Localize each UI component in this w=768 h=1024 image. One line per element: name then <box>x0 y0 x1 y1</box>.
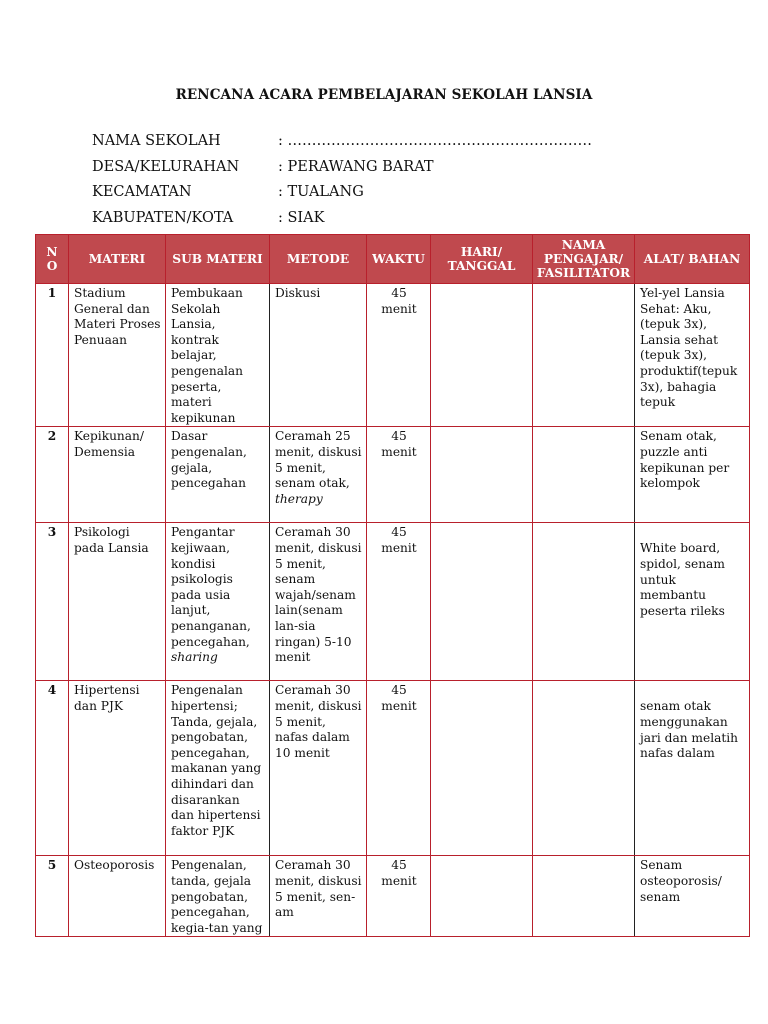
table-row <box>36 427 750 523</box>
info-label: DESA/KELURAHAN <box>92 158 240 175</box>
table-header-row <box>36 235 750 284</box>
info-value: : PERAWANG BARAT <box>278 158 434 175</box>
row-no: 3 <box>36 523 69 681</box>
info-label: NAMA SEKOLAH <box>92 132 221 149</box>
row-alat: White board, spidol, senam untuk membantu peserta rileks <box>635 523 750 681</box>
row-hari <box>431 523 533 681</box>
info-label: KABUPATEN/KOTA <box>92 209 234 226</box>
row-sub-materi: Pembukaan Sekolah Lansia, kontrak belajar, pengenalan peserta, materi kepikunan <box>166 284 270 427</box>
table-row <box>36 523 750 681</box>
info-value: : TUALANG <box>278 184 364 201</box>
row-materi: Stadium General dan Materi Proses Penuaan <box>69 284 166 427</box>
row-metode: Ceramah 30 menit, diskusi 5 menit, nafas dalam 10 menit <box>270 681 367 856</box>
row-sub-materi: Dasar pengenalan, gejala, pencegahan <box>166 427 270 523</box>
row-alat: Senam osteoporosis/ senam <box>635 856 750 937</box>
row-materi: Kepikunan/ Demensia <box>69 427 166 523</box>
row-hari <box>431 427 533 523</box>
school-info <box>92 128 592 231</box>
header-sub-materi: SUB MATERI <box>166 235 270 284</box>
row-waktu: 45 menit <box>367 681 431 856</box>
row-metode <box>270 427 367 523</box>
row-waktu: 45 menit <box>367 856 431 937</box>
metode-emphasis: therapy <box>275 491 323 506</box>
document-title: RENCANA ACARA PEMBELAJARAN SEKOLAH LANSIA <box>175 87 593 103</box>
table-row <box>36 856 750 937</box>
row-pengajar <box>533 681 635 856</box>
row-hari <box>431 284 533 427</box>
row-hari <box>431 856 533 937</box>
row-pengajar <box>533 523 635 681</box>
sub-materi-emphasis: sharing <box>171 650 218 665</box>
info-row-village <box>92 154 592 180</box>
header-metode: METODE <box>270 235 367 284</box>
info-value: : SIAK <box>278 209 325 226</box>
row-sub-materi: Pengenalan hipertensi; Tanda, gejala, pengobatan, pencegahan, makanan yang dihindari dan disarankan dan hipertensi faktor PJK <box>166 681 270 856</box>
row-pengajar <box>533 856 635 937</box>
row-metode: Diskusi <box>270 284 367 427</box>
row-waktu: 45 menit <box>367 427 431 523</box>
row-alat: senam otak menggunakan jari dan melatih nafas dalam <box>635 681 750 856</box>
header-materi: MATERI <box>69 235 166 284</box>
row-no: 5 <box>36 856 69 937</box>
info-row-school-name <box>92 128 592 154</box>
row-no: 4 <box>36 681 69 856</box>
info-row-regency <box>92 205 592 231</box>
row-pengajar <box>533 427 635 523</box>
row-metode: Ceramah 30 menit, diskusi 5 menit, sen-am <box>270 856 367 937</box>
row-metode: Ceramah 30 menit, diskusi 5 menit, senam wajah/senam lain(senam lan-sia ringan) 5-10 menit <box>270 523 367 681</box>
info-value: : ……………………………………………………… <box>278 132 592 149</box>
row-no: 2 <box>36 427 69 523</box>
header-no: N O <box>36 235 69 284</box>
row-pengajar <box>533 284 635 427</box>
table-row <box>36 681 750 856</box>
metode-text: Ceramah 25 menit, diskusi 5 menit, senam otak, <box>275 429 362 491</box>
sub-materi-text: Pengantar kejiwaan, kondisi psikologis pada usia lanjut, penanganan, pencegahan, <box>171 525 251 649</box>
row-waktu: 45 menit <box>367 284 431 427</box>
row-no: 1 <box>36 284 69 427</box>
header-pengajar: NAMA PENGAJAR/ FASILITATOR <box>533 235 635 284</box>
info-row-district <box>92 179 592 205</box>
header-waktu: WAKTU <box>367 235 431 284</box>
header-alat-bahan: ALAT/ BAHAN <box>635 235 750 284</box>
info-label: KECAMATAN <box>92 184 192 201</box>
row-sub-materi <box>166 523 270 681</box>
row-waktu: 45 menit <box>367 523 431 681</box>
lesson-plan-table <box>35 234 750 937</box>
row-alat: Senam otak, puzzle anti kepikunan per kelompok <box>635 427 750 523</box>
row-materi: Psikologi pada Lansia <box>69 523 166 681</box>
row-hari <box>431 681 533 856</box>
table-row <box>36 284 750 427</box>
row-materi: Osteoporosis <box>69 856 166 937</box>
row-sub-materi: Pengenalan, tanda, gejala pengobatan, pencegahan, kegia-tan yang <box>166 856 270 937</box>
header-hari-tanggal: HARI/ TANGGAL <box>431 235 533 284</box>
row-alat: Yel-yel Lansia Sehat: Aku, (tepuk 3x), Lansia sehat (tepuk 3x), produktif(tepuk 3x), bahagia tepuk <box>635 284 750 427</box>
row-materi: Hipertensi dan PJK <box>69 681 166 856</box>
